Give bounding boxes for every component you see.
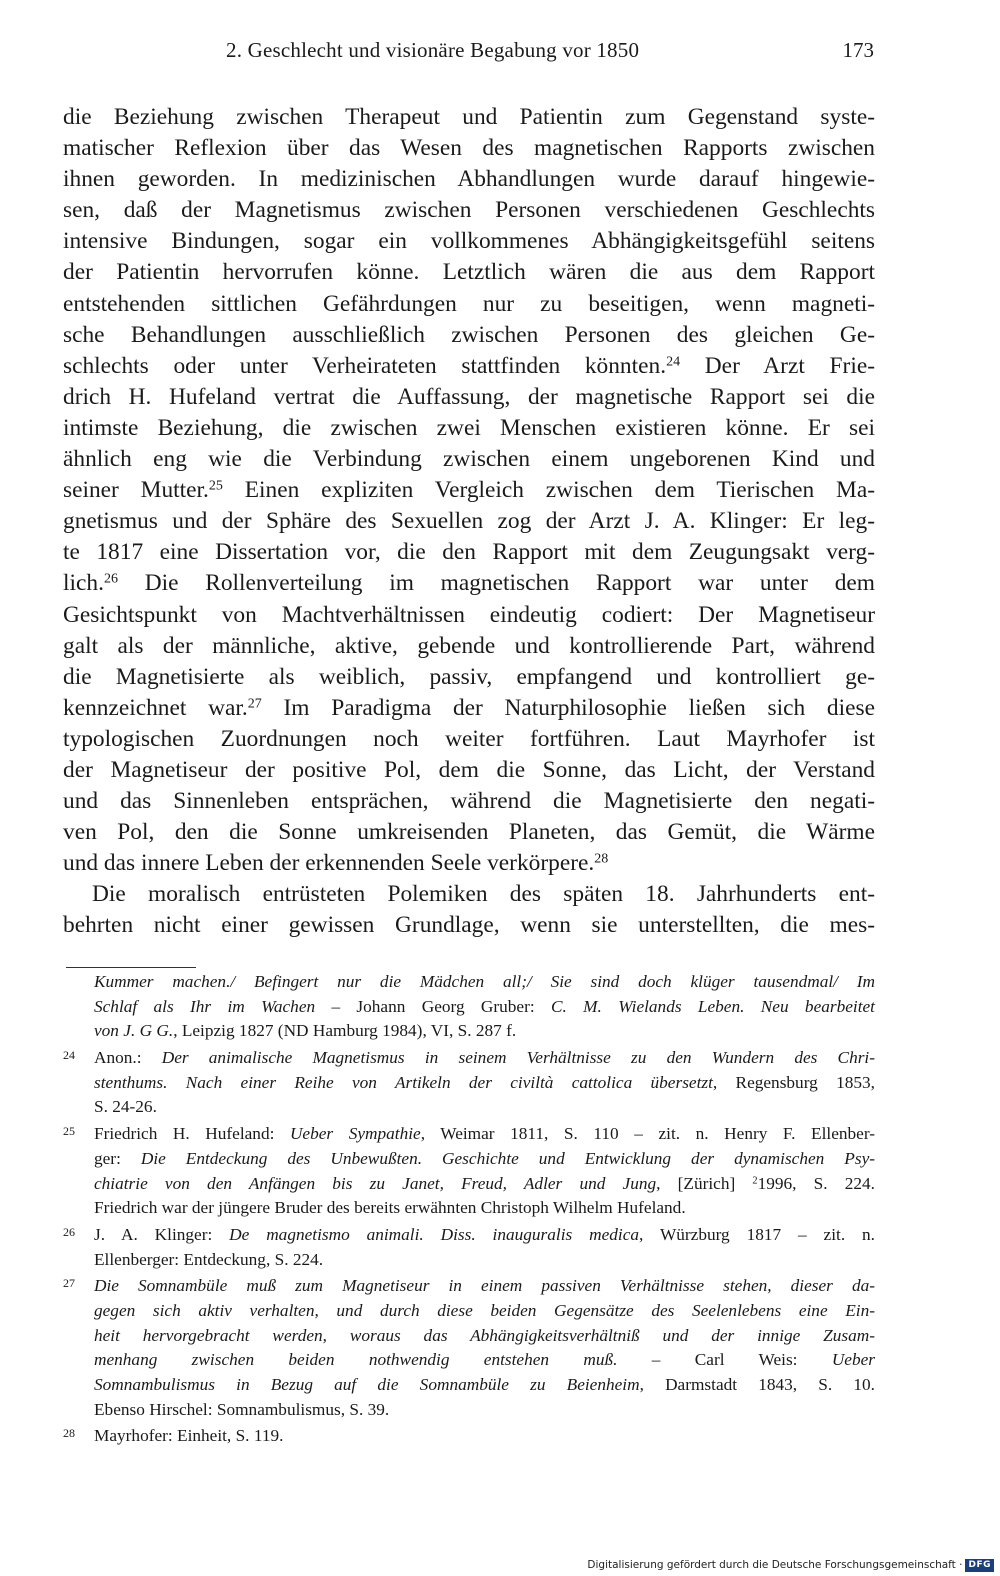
footnote-number: 27 <box>63 1276 75 1291</box>
text-line: sen, daß der Magnetismus zwischen Personen verschiedenen Geschlechts <box>63 197 875 224</box>
funding-text: Digitalisierung gefördert durch die Deutsche Forschungsgemeinschaft · <box>587 1559 963 1571</box>
text-line: ihnen geworden. In medizinischen Abhandlungen wurde darauf hingewie- <box>63 166 875 193</box>
footnote-28: 28 Mayrhofer: Einheit, S. 119. <box>63 1426 284 1446</box>
text-line: intensive Bindungen, sogar ein vollkommenes Abhängigkeitsgefühl seitens <box>63 228 875 255</box>
dfg-logo: DFG <box>965 1559 994 1572</box>
footnote-divider <box>66 967 196 968</box>
footnote-number: 25 <box>63 1124 75 1139</box>
text-line: und das innere Leben der erkennenden Seele verkörpere.$^{28}$ <box>63 850 609 877</box>
text-line: gnetismus und der Sphäre des Sexuellen zog der Arzt J. A. Klinger: Er leg- <box>63 508 875 535</box>
text-line: der Magnetiseur der positive Pol, dem die Sonne, das Licht, der Verstand <box>63 756 875 783</box>
page-number: 173 <box>842 38 874 62</box>
text-line: seiner Mutter.$^{25}$ Einen expliziten Vergleich zwischen dem Tierischen Ma- <box>63 477 876 504</box>
page-header <box>226 38 874 72</box>
footnote-ref-27: 27 <box>247 695 262 712</box>
footnote-26: 26 J. A. Klinger: De magnetismo animali. Diss. inauguralis medica, Würzburg 1817 – zit. n. Ellenberger: Entdeckung, S. 224. <box>63 1224 875 1269</box>
footnote-27: 27 Die Somnambüle muß zum Magnetiseur in einem passiven Verhältnisse stehen, dieser da- gegen sich aktiv verhalten, und durch diese beiden Gegensätze des Seelenlebens eine Ein- heit hervorgebracht werden, woraus das Abhängigkeitsverhältniß und der innige Zusam- menhang zwischen beiden nothwendig entstehen muß. – Carl Weis: Ueber Somnambulismus in Bezug auf die Somnambüle zu Beienheim, Darmstadt 1843, S. 10. Ebenso Hirschel: Somnambulismus, S. 39. <box>63 1276 875 1419</box>
text-line: behrten nicht einer gewissen Grundlage, wenn sie unterstellten, die mes- <box>63 912 875 939</box>
text-line: ven Pol, den die Sonne umkreisenden Planeten, das Gemüt, die Wärme <box>63 819 875 846</box>
text-line: drich H. Hufeland vertrat die Auffassung, der magnetische Rapport sei die <box>63 383 875 410</box>
text-line: typologischen Zuordnungen noch weiter fortführen. Laut Mayrhofer ist <box>63 725 875 752</box>
text-line: ähnlich eng wie die Verbindung zwischen einem ungeborenen Kind und <box>63 446 875 473</box>
text-line: galt als der männliche, aktive, gebende und kontrollierende Part, während <box>63 632 875 659</box>
text-line: schlechts oder unter Verheirateten stattfinden könnten.$^{24}$ Der Arzt Frie- <box>63 352 875 379</box>
footnote-ref-25: 25 <box>208 477 223 494</box>
footnote-ref-26: 26 <box>103 570 118 587</box>
footnote-continuation: Kummer machen./ Befingert nur die Mädchen all;/ Sie sind doch klüger tausendmal/ Im Schlaf als Ihr im Wachen – Johann Georg Gruber: C. M. Wielands Leben. Neu bearbeitet von J. G G., Leipzig 1827 (ND Hamburg 1984), VI, S. 287 f. <box>94 972 875 1041</box>
footnote-24: 24 Anon.: Der animalische Magnetismus in seinem Verhältnisse zu den Wundern des Chri- stenthums. Nach einer Reihe von Artikeln der civiltà cattolica übersetzt, Regensburg 1853, S. 24-26. <box>63 1048 875 1117</box>
text-line: te 1817 eine Dissertation vor, die den Rapport mit dem Zeugungsakt verg- <box>63 539 875 566</box>
text-line: die Magnetisierte als weiblich, passiv, empfangend und kontrolliert ge- <box>63 663 875 690</box>
text-line: Gesichtspunkt von Machtverhältnissen eindeutig codiert: Der Magnetiseur <box>63 601 875 628</box>
text-line: der Patientin hervorrufen könne. Letztlich wären die aus dem Rapport <box>63 259 875 286</box>
running-title: 2. Geschlecht und visionäre Begabung vor 1850 <box>226 38 640 62</box>
text-line: Die moralisch entrüsteten Polemiken des späten 18. Jahrhunderts ent- <box>92 881 875 908</box>
text-line: lich.$^{26}$ Die Rollenverteilung im magnetischen Rapport war unter dem <box>63 570 875 597</box>
footnote-number: 24 <box>63 1048 75 1063</box>
footnote-ref-28: 28 <box>594 850 609 867</box>
text-line: matischer Reflexion über das Wesen des magnetischen Rapports zwischen <box>63 135 875 162</box>
footnote-number: 28 <box>63 1426 75 1441</box>
footnote-25: 25 Friedrich H. Hufeland: Ueber Sympathie, Weimar 1811, S. 110 – zit. n. Henry F. Ellenber- ger: Die Entdeckung des Unbewußten. Geschichte und Entwicklung der dynamischen Psy- chiatrie von den Anfängen bis zu Janet, Freud, Adler und Jung, [Zürich] $^2$1996, S. 224. Friedrich war der jüngere Bruder des bereits erwähnten Christoph Wilhelm Hufeland. <box>63 1124 875 1218</box>
footnote-ref-24: 24 <box>666 353 681 370</box>
footnotes <box>63 970 875 1449</box>
text-line: kennzeichnet war.$^{27}$ Im Paradigma der Naturphilosophie ließen sich diese <box>63 694 875 721</box>
text-line: die Beziehung zwischen Therapeut und Patientin zum Gegenstand syste- <box>63 104 875 130</box>
funding-banner <box>587 1558 994 1572</box>
text-line: und das Sinnenleben entsprächen, während die Magnetisierte den negati- <box>63 788 875 815</box>
main-text <box>63 102 875 942</box>
text-line: sche Behandlungen ausschließlich zwischen Personen des gleichen Ge- <box>63 321 875 348</box>
text-line: entstehenden sittlichen Gefährdungen nur zu beseitigen, wenn magneti- <box>63 290 875 317</box>
footnote-number: 26 <box>63 1224 75 1239</box>
text-line: intimste Beziehung, die zwischen zwei Menschen existieren könne. Er sei <box>63 414 875 441</box>
